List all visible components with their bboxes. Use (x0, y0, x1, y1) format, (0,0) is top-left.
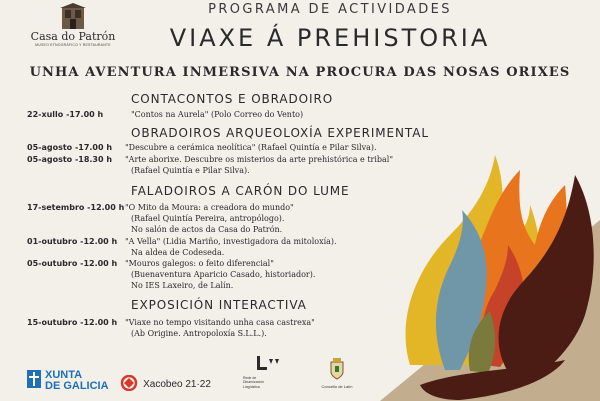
section-title-obradoiros: OBRADOIROS ARQUEOLOXÍA EXPERIMENTAL (131, 126, 429, 140)
event-text: "O Mito da Moura: a creadora do mundo" (125, 203, 294, 212)
section-title-faladoiros: FALADOIROS A CARÓN DO LUME (131, 184, 350, 198)
section-title-exposicion: EXPOSICIÓN INTERACTIVA (131, 298, 307, 312)
xacobeo-logo (120, 372, 211, 391)
page-title: VIAXE Á PREHISTORIA (169, 24, 491, 52)
event-text: (Rafael Quintía e Pilar Silva). (131, 166, 250, 175)
event-text: "Mouros galegos: o feito diferencial" (125, 259, 274, 268)
rede-line2: Dinamización (243, 380, 265, 385)
event-text: "Descubre a cerámica neolítica" (Rafael Quintía e Pilar Silva). (125, 143, 377, 152)
section-title-contacontos: CONTACONTOS E OBRADOIRO (131, 92, 334, 106)
event-date: 01-outubro -12.00 h (27, 237, 118, 246)
flame-illustration (390, 115, 600, 401)
concello-lalin-crest (329, 358, 345, 380)
xunta-line2: DE GALICIA (45, 380, 109, 392)
event-date: 22-xullo -17.00 h (27, 110, 104, 119)
logo-subtitle: MUSEO ETNOGRÁFICO Y RESTAURANTE (35, 43, 111, 47)
house-icon (58, 3, 88, 31)
event-text: (Buenaventura Aparicio Casado, historiador). (131, 270, 316, 279)
xacobeo-label: Xacobeo 21·22 (143, 379, 211, 390)
event-date: 05-outubro -12.00 h (27, 259, 118, 268)
event-date: 17-setembro -12.00 h (27, 203, 125, 212)
event-text: "Contos na Aurela" (Polo Correo do Vento) (131, 110, 304, 119)
xunta-line1: XUNTA (45, 369, 83, 381)
programa-heading: PROGRAMA DE ACTIVIDADES (208, 2, 452, 17)
xunta-cross-icon (27, 370, 41, 388)
lalin-label: Concello de Lalín (321, 384, 353, 389)
event-date: 15-outubro -12.00 h (27, 318, 118, 327)
xacobeo-icon (120, 375, 138, 391)
event-text: No IES Laxeiro, de Lalín. (131, 281, 234, 290)
casa-do-patron-logo (28, 3, 118, 48)
event-text: Na aldea de Codeseda. (131, 248, 225, 257)
event-text: (Rafael Quintía Pereira, antropólogo). (131, 214, 285, 223)
event-text: "A Vella" (Lidia Mariño, investigadora da mitoloxía). (125, 237, 337, 246)
page-subtitle: UNHA AVENTURA INMERSIVA NA PROCURA DAS NOSAS ORIXES (29, 65, 571, 80)
rede-line1: Rede de (243, 376, 257, 380)
event-date: 05-agosto -17.00 h (27, 143, 113, 152)
rede-line3: Lingüística (243, 384, 260, 389)
event-date: 05-agosto -18.30 h (27, 155, 113, 164)
logo-name: Casa do Patrón (30, 30, 116, 43)
rede-dinamizacion-logo (243, 356, 283, 389)
event-text: (Ab Origine. Antropoloxía S.L.L.). (131, 329, 267, 338)
concello-lalin-logo (320, 358, 354, 389)
rede-icon (243, 356, 283, 372)
event-text: "Arte aborixe. Descubre os misterios da arte prehistórica e tribal" (125, 155, 394, 164)
event-text: No salón de actos da Casa do Patrón. (131, 225, 283, 234)
event-text: "Viaxe no tempo visitando unha casa castrexa" (125, 318, 315, 327)
